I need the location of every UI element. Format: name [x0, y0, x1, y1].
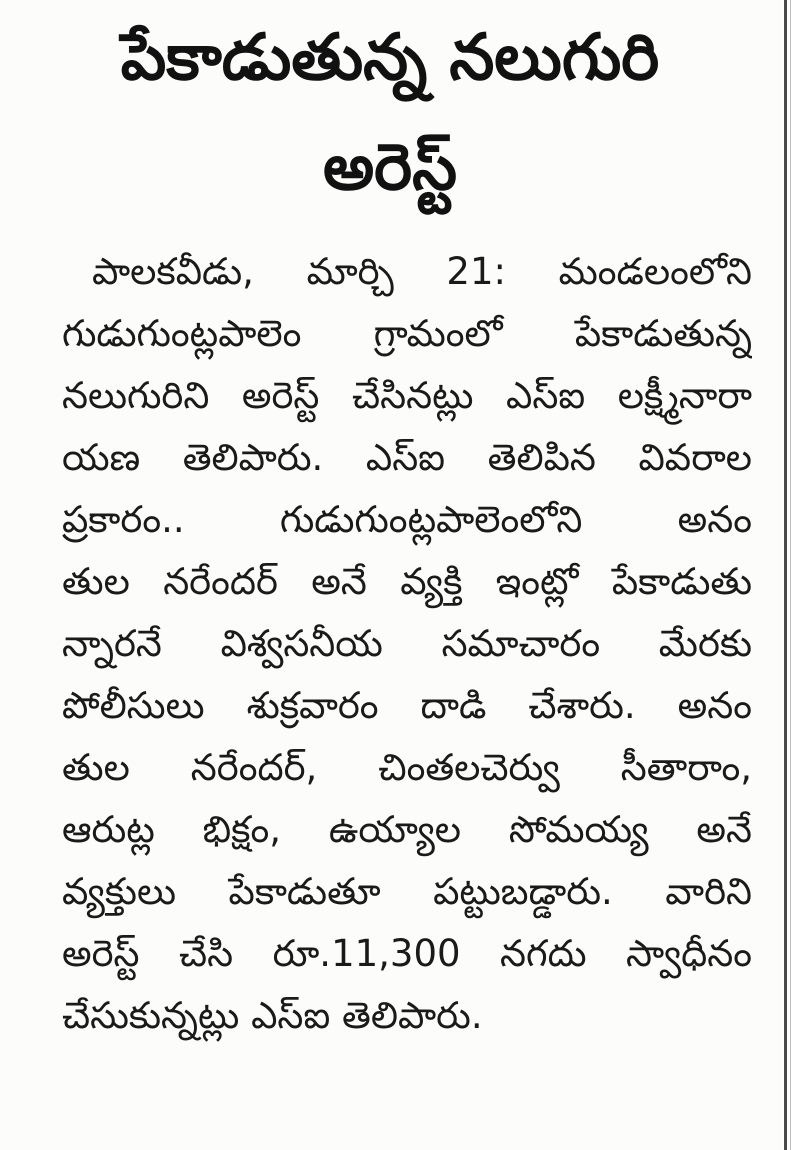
- column-rule-thin: [790, 0, 791, 1150]
- body-line-5: ప్రకారం.. గుడుగుంట్లపాలెంలోని అనం: [62, 498, 752, 541]
- body-line-10: ఆరుట్ల భిక్షం, ఉయ్యాల సోమయ్య అనే: [62, 808, 752, 851]
- body-line-13: చేసుకున్నట్లు ఎస్ఐ తెలిపారు.: [62, 994, 483, 1037]
- body-line-1: పాలకవీడు, మార్చి 21: మండలంలోని: [92, 250, 752, 293]
- body-line-8: పోలీసులు శుక్రవారం దాడి చేశారు. అనం: [62, 684, 752, 727]
- body-line-12: అరెస్ట్ చేసి రూ.11,300 నగదు స్వాధీనం: [62, 932, 752, 975]
- body-line-11: వ్యక్తులు పేకాడుతూ పట్టుబడ్డారు. వారిని: [62, 870, 752, 913]
- body-line-2: గుడుగుంట్లపాలెం గ్రామంలో పేకాడుతున్న: [62, 312, 752, 355]
- body-line-4: యణ తెలిపారు. ఎస్ఐ తెలిపిన వివరాల: [62, 436, 752, 479]
- column-rule: [784, 0, 787, 1150]
- body-line-7: న్నారనే విశ్వసనీయ సమాచారం మేరకు: [62, 622, 752, 665]
- body-line-9: తుల నరేందర్, చింతలచెర్వు సీతారాం,: [62, 746, 752, 789]
- body-line-6: తుల నరేందర్ అనే వ్యక్తి ఇంట్లో పేకాడుతు: [62, 560, 752, 603]
- headline-line-1: పేకాడుతున్న నలుగురి: [120, 21, 660, 95]
- body-line-3: నలుగురిని అరెస్ట్ చేసినట్లు ఎస్ఐ లక్ష్మీనారా: [62, 374, 752, 417]
- headline-line-2: అరెస్ట్: [322, 131, 458, 205]
